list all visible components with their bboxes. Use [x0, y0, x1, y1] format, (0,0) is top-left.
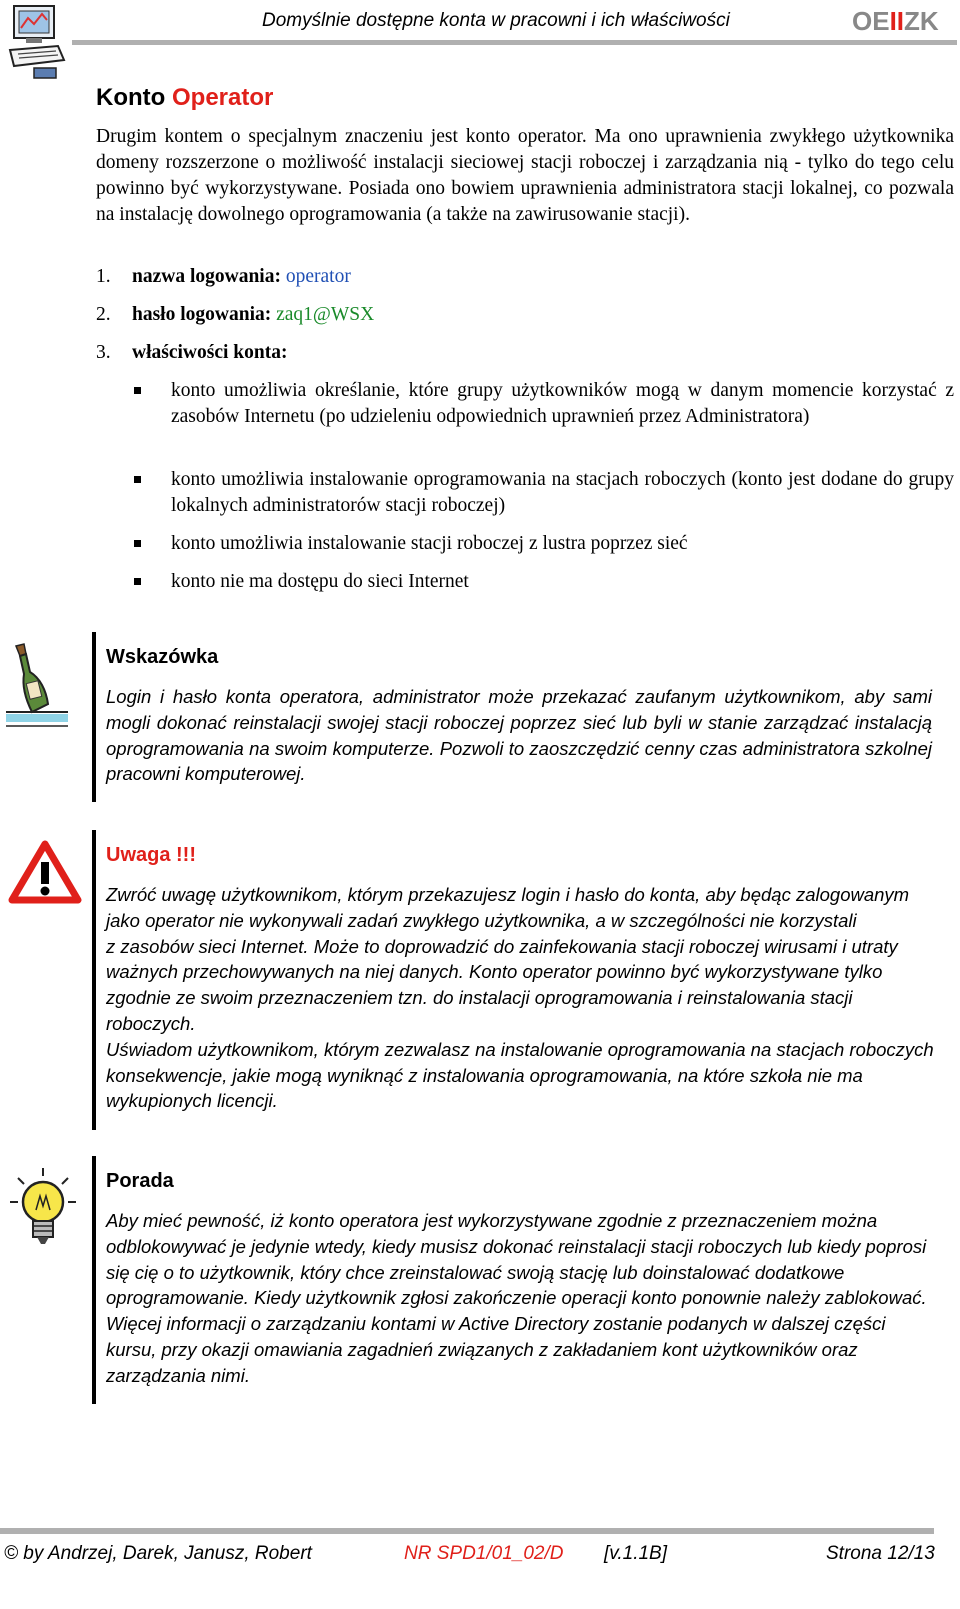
- tip-bar: [92, 632, 96, 802]
- advice-text: [106, 1208, 936, 1389]
- bullet-item: [134, 467, 954, 519]
- advice-line: Aby mieć pewność, iż konto operatora jest wykorzystywane zgodnie z przeznaczeniem można: [106, 1210, 878, 1231]
- advice-line: odblokowywać je jedynie wtedy, kiedy musisz dokonać reinstalacji stacji roboczych lub kiedy poprosi: [106, 1235, 927, 1257]
- advice-line: się cię o to użytkownik, który chce zreinstalować swoją stację lub doinstalować dodatkowe: [106, 1261, 845, 1283]
- advice-line: oprogramowanie. Kiedy użytkownik zgłosi zakończenie operacji konto ponownie należy zablokować.: [106, 1287, 927, 1309]
- warning-line: jako operator nie wykonywali zadań zwykłego użytkownika, a w szczególności nie korzystali: [106, 909, 857, 931]
- tip-heading: Wskazówka: [106, 646, 219, 668]
- logo-part-1: OE: [852, 6, 890, 36]
- list-item-password: [96, 302, 374, 328]
- item-number: 1.: [96, 266, 111, 287]
- bullet-text: konto umożliwia instalowanie oprogramowania na stacjach roboczych (konto jest dodane do grupy lokalnych administratorów stacji roboczej): [171, 469, 954, 516]
- list-item-login: [96, 264, 351, 290]
- advice-line: kursu, przy okazji omawiania zagadnień związanych z zakładaniem kont użytkowników oraz: [106, 1338, 858, 1360]
- warning-line: zgodnie ze swoim przeznaczeniem tzn. do instalacji oprogramowania i reinstalowania stacji: [106, 987, 853, 1009]
- item-label: właściwości konta:: [132, 342, 288, 363]
- logo-part-2: II: [889, 6, 905, 36]
- advice-line: Więcej informacji o zarządzaniu kontami w Active Directory zostanie podanych w dalszej części: [106, 1313, 886, 1335]
- password-value: zaq1@WSX: [271, 304, 375, 325]
- footer-rule: [0, 1528, 934, 1534]
- bullet-square-icon: [134, 387, 141, 394]
- warning-bar: [92, 830, 96, 1130]
- bottle-icon: [6, 642, 68, 732]
- login-value: operator: [280, 266, 351, 287]
- item-number: 2.: [96, 304, 111, 325]
- section-title-prefix: Konto: [96, 84, 172, 111]
- bullet-item: [134, 378, 954, 430]
- footer-authors: © by Andrzej, Darek, Janusz, Robert: [4, 1543, 312, 1564]
- bullet-text: konto umożliwia określanie, które grupy użytkowników mogą w danym momencie korzystać z zasobów Internetu (po udzieleniu odpowiednich uprawnień przez Administratora): [171, 380, 954, 427]
- header-title: Domyślnie dostępne konta w pracowni i ich właściwości: [262, 10, 730, 31]
- oeiizk-logo: [852, 6, 939, 37]
- item-label: nazwa logowania:: [132, 266, 281, 287]
- bullet-square-icon: [134, 476, 141, 483]
- bullet-square-icon: [134, 540, 141, 547]
- item-label: hasło logowania:: [132, 304, 272, 325]
- warning-line: ważnych przechowywanych na niej danych. Konto operator powinno być wykorzystywane tylko: [106, 961, 883, 983]
- warning-text: [106, 882, 936, 1114]
- warning-line: konsekwencje, jakie mogą wyniknąć z instalowania oprogramowania, na które szkoła nie ma: [106, 1064, 863, 1086]
- lightbulb-icon: [8, 1166, 78, 1250]
- section-title-highlight: Operator: [171, 84, 274, 111]
- bullet-text: konto nie ma dostępu do sieci Internet: [171, 571, 469, 592]
- warning-line: roboczych.: [106, 1012, 196, 1034]
- warning-heading: Uwaga !!!: [106, 844, 196, 866]
- footer-page-number: Strona 12/13: [826, 1543, 935, 1564]
- logo-part-3: ZK: [904, 6, 939, 36]
- warning-line: z zasobów sieci Internet. Może to doprowadzić do zainfekowania stacji roboczej wirusami i utraty: [106, 935, 898, 957]
- warning-line: Uświadom użytkownikom, którym zezwalasz na instalowanie oprogramowania na stacjach roboczych: [106, 1038, 934, 1060]
- warning-line: wykupionych licencji.: [106, 1090, 278, 1112]
- advice-bar: [92, 1156, 96, 1404]
- footer-version: [v.1.1B]: [604, 1543, 668, 1564]
- warning-line: Zwróć uwagę użytkownikom, którym przekazujesz login i hasło do konta, aby będąc zalogowanym: [106, 884, 910, 905]
- bullet-item: [134, 569, 954, 595]
- computer-icon: [6, 2, 68, 82]
- footer-doc-id: NR SPD1/01_02/D: [404, 1543, 564, 1564]
- header-rule: [72, 40, 957, 45]
- warning-triangle-icon: [8, 840, 82, 906]
- bullet-square-icon: [134, 578, 141, 585]
- item-number: 3.: [96, 342, 111, 363]
- intro-paragraph: Drugim kontem o specjalnym znaczeniu jest konto operator. Ma ono uprawnienia zwykłego użytkownika domeny rozszerzone o możliwość instalacji sieciowej stacji roboczej i zarządzania nią - tylko do tego celu powinno być wykorzystywane. Posiada ono bowiem uprawnienia administratora stacji lokalnej, co pozwala na instalację dowolnego oprogramowania (a także na zawirusowanie stacji).: [96, 126, 954, 225]
- tip-text: Login i hasło konta operatora, administrator może przekazać zaufanym użytkownikom, aby sami mogli dokonać reinstalacji swojej stacji roboczej poprzez sieć lub byli w stanie zarządzać instalacją oprogramowania na swoim komputerze. Pozwoli to zaoszczędzić cenny czas administratora szkolnej pracowni komputerowej.: [106, 686, 932, 785]
- advice-heading: Porada: [106, 1170, 174, 1192]
- bullet-item: [134, 531, 954, 557]
- bullet-text: konto umożliwia instalowanie stacji roboczej z lustra poprzez sieć: [171, 533, 688, 554]
- advice-line: zarządzania nimi.: [106, 1364, 250, 1386]
- section-title: [96, 84, 273, 112]
- list-item-properties: [96, 340, 287, 366]
